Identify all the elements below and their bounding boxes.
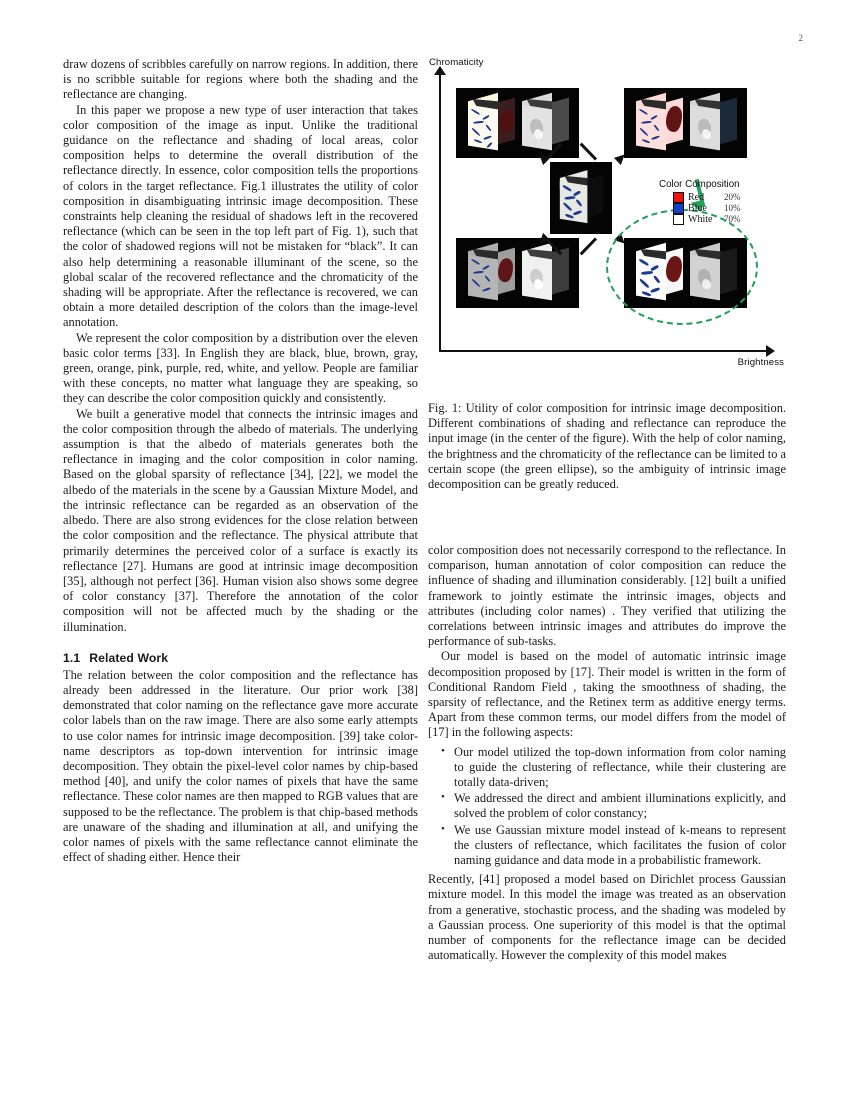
paragraph: In this paper we propose a new type of user interaction that takes color composition of the image as input. Unlike the traditional guidance on the reflectance and shading of local areas, color composition helps to determine the overall distribution of the reflectance directly. In essence, color composition tells the proportions of colors in the target reflectance. Fig.1 illustrates the utility of color composition in disambiguating intrinsic image decomposition. These constraints help cleaning the residual of shadows left in the recovered reflectance (which can be seen in the top left part of Fig. 1), such that the color of shadowed regions will not be mistaken for “black”. It can also help determining a reasonable illuminant of the scene, so the global scalar of the recovered reflectance and the chromaticity of the shading will be appropriate. After the reflectance is recovered, we can obtain a more detailed description of the colors than the image-level annotation. bbox=[63, 102, 418, 330]
figure-1 bbox=[428, 57, 786, 387]
section-number: 1.1 bbox=[63, 650, 81, 665]
reflectance-box bbox=[633, 93, 685, 153]
y-axis-label: Chromaticity bbox=[429, 57, 484, 68]
figure-caption: Fig. 1: Utility of color composition for intrinsic image decomposition. Different combinations of shading and reflectance can reproduce the input image (in the center of the figure). With the help of color naming, the brightness and the chromaticity of the reflectance can be limited to a certain scope (the green ellipse), so the ambiguity of intrinsic image decomposition can be greatly reduced. bbox=[428, 401, 786, 492]
legend-item-red bbox=[673, 192, 784, 203]
shading-box bbox=[687, 93, 739, 153]
legend-title: Color Composition bbox=[659, 179, 740, 190]
legend-label-white: White bbox=[688, 214, 713, 225]
section-heading bbox=[63, 651, 418, 665]
reflectance-shading-pair-top-left bbox=[456, 88, 579, 158]
x-axis-line bbox=[439, 350, 769, 352]
paragraph: draw dozens of scribbles carefully on narrow regions. In addition, there is no scribble suitable for regions where both the shading and the reflectance are changing. bbox=[63, 57, 418, 102]
x-axis-arrow-icon bbox=[766, 345, 775, 357]
left-column bbox=[63, 57, 418, 865]
figure-block bbox=[428, 57, 786, 492]
reflectance-box bbox=[465, 243, 517, 303]
paragraph: We built a generative model that connects the intrinsic images and the color composition through the albedo of materials. The underlying assumption is that the albedo of materials generates both the reflectance in imaging and the color composition in color naming. Based on the global sparsity of reflectance [34], [22], we model the albedo of the materials in the scene by a Gaussian Mixture Model, and the intrinsic reflectance can be regarded as an observation of the albedo. There are also strong evidences for the close relation between the color composition and the reflectance. The physical attribute that primarily determines the perceived color of a surface is exactly its reflectance [27]. Humans are good at intrinsic image decomposition [35], although not perfect [36]. Human vision also shows some degree of color constancy [37]. Therefore the annotation of the color composition will not be affected much by the shading or the illumination. bbox=[63, 406, 418, 634]
input-box bbox=[557, 170, 605, 225]
legend-percent-red: 20% bbox=[724, 192, 741, 202]
paragraph: Recently, [41] proposed a model based on Dirichlet process Gaussian mixture model. In this model the image was treated as an observation from a generative, stochastic process, and the shading was modeled by a Gaussian process. One superiority of this model is that the optimal number of components for the reflectance image can be decided automatically. However the complexity of this model makes bbox=[428, 872, 786, 963]
input-image bbox=[550, 162, 612, 234]
legend-swatch-red bbox=[673, 192, 684, 203]
section-title: Related Work bbox=[89, 650, 169, 665]
shading-box bbox=[519, 243, 571, 303]
reflectance-box bbox=[465, 93, 517, 153]
bullet-list bbox=[428, 745, 786, 869]
reflectance-shading-pair-bottom-left bbox=[456, 238, 579, 308]
right-column bbox=[428, 543, 786, 963]
list-item: • We addressed the direct and ambient illuminations explicitly, and solved the problem of color constancy; bbox=[454, 791, 786, 821]
legend-swatch-white bbox=[673, 214, 684, 225]
y-axis-line bbox=[439, 73, 441, 352]
reflectance-shading-pair-top-right bbox=[624, 88, 747, 158]
paragraph: color composition does not necessarily correspond to the reflectance. In comparison, human annotation of color composition can reduce the influence of shading and illumination considerably. [12] built a unified framework to jointly estimate the intrinsic images, objects and attributes (including color names) . They verified that utilizing the correlations between intrinsic images and attributes do improve the performance of sub-tasks. bbox=[428, 543, 786, 649]
shading-box bbox=[519, 93, 571, 153]
paragraph: Our model is based on the model of automatic intrinsic image decomposition proposed by [17]. Their model is written in the form of Conditional Random Field , taking the smoothness of shading, the sparsity of reflectance, and the Retinex term as additive energy terms. Apart from these common terms, our model differs from the model of [17] in the following aspects: bbox=[428, 649, 786, 740]
paragraph: We represent the color composition by a distribution over the eleven basic color terms [33]. In English they are black, blue, brown, gray, green, orange, pink, purple, red, white, and yellow. People are familiar with these concepts, no matter what language they are speaking, so they can describe the color composition quickly and consistently. bbox=[63, 330, 418, 406]
page-number: 2 bbox=[798, 33, 803, 43]
list-item: • We use Gaussian mixture model instead of k-means to represent the clusters of reflectance, which facilitates the fusion of color naming guidance and data mode in a probabilistic framework. bbox=[454, 823, 786, 869]
color-composition-legend bbox=[659, 179, 784, 225]
legend-swatch-blue bbox=[673, 203, 684, 214]
list-item: • Our model utilized the top-down information from color naming to guide the clustering of reflectance, while their clustering are totally data-driven; bbox=[454, 745, 786, 791]
legend-label-red: Red bbox=[688, 192, 705, 203]
x-axis-label: Brightness bbox=[737, 357, 784, 368]
legend-label-blue: Blue bbox=[688, 203, 707, 214]
legend-percent-blue: 10% bbox=[724, 203, 741, 213]
legend-item-blue bbox=[673, 203, 784, 214]
legend-percent-white: 70% bbox=[724, 214, 741, 224]
paragraph: The relation between the color composition and the reflectance has already been addressed in the literature. Our prior work [38] demonstrated that color naming on the reflectance gave more accurate color labels than on the raw image. There are also some early attempts to use color names for intrinsic image decomposition. [39] take color-name descriptors as top-down intervention for intrinsic image decomposition. They obtain the pixel-level color names by chip-based method [40], and unify the color names of pixels that have the same reflectance. These color names are then mapped to RGB values that are supposed to be the reflectance. The problem is that chip-based methods are unaware of the shading and illumination at all, and unifying the color names of pixels with the same reflectance cannot eliminate the effect of shading either. Hence their bbox=[63, 667, 418, 865]
green-ellipse-highlight bbox=[606, 209, 758, 325]
legend-item-white bbox=[673, 214, 784, 225]
